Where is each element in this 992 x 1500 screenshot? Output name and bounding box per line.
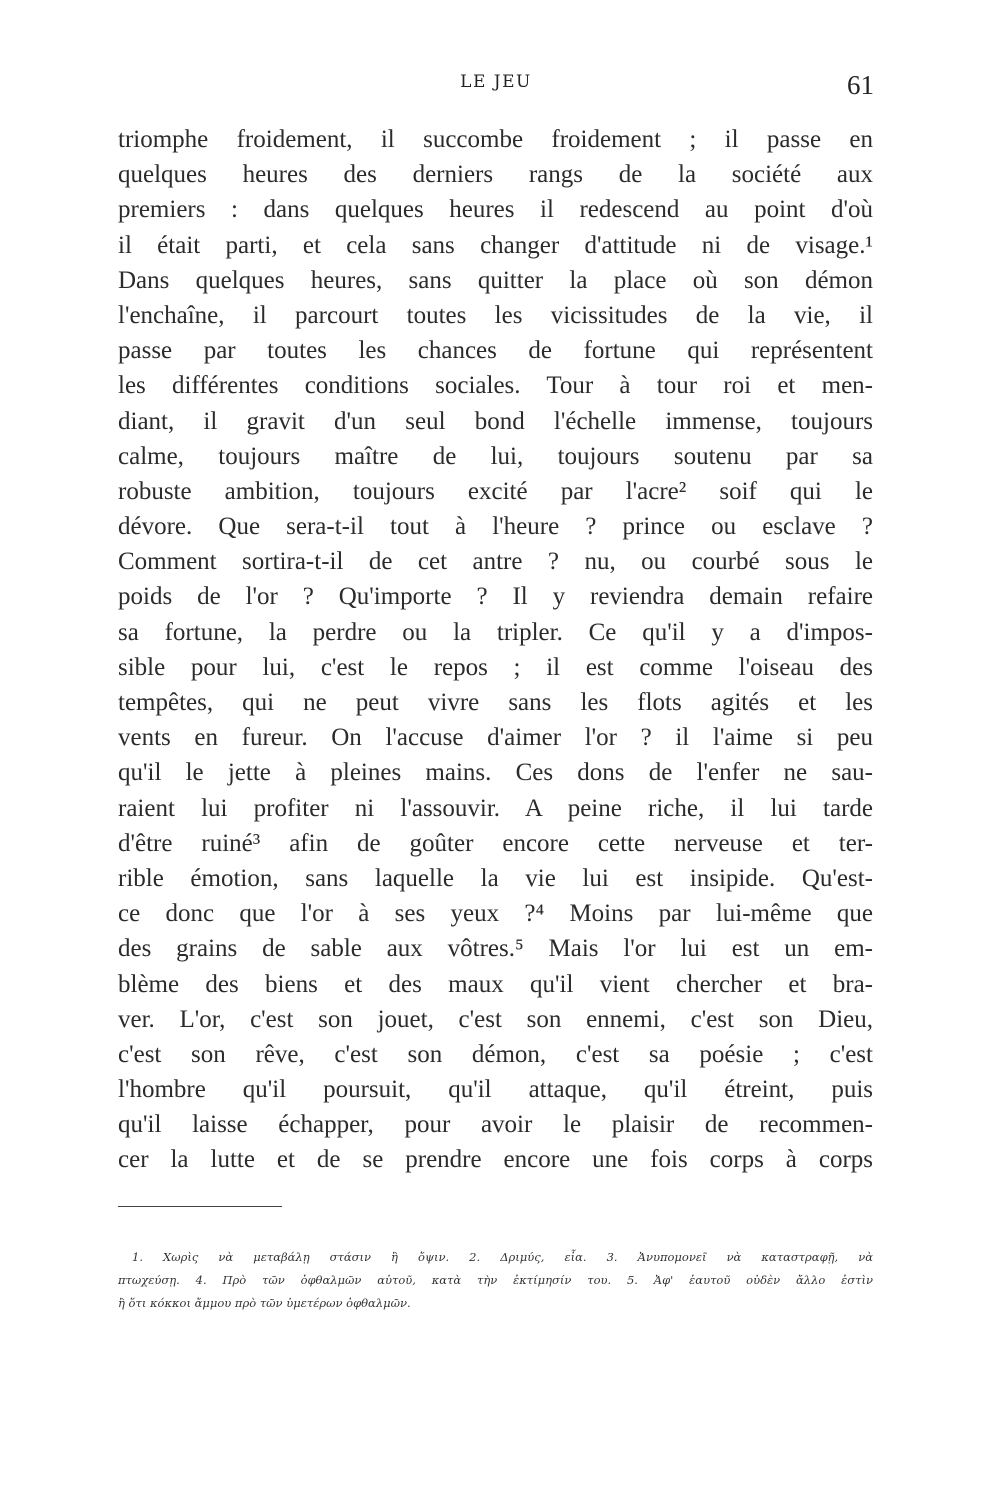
body-line: diant, il gravit d'un seul bond l'échelle immense, toujours bbox=[118, 407, 873, 435]
footnote-line: 1. Χωρὶς νὰ μεταβάλῃ στάσιν ἢ ὄψιν. 2. Δριμύς, εἶα. 3. Ἀνυπομονεῖ νὰ καταστραφῇ, νὰ bbox=[132, 1250, 873, 1264]
footnote-line: πτωχεύσῃ. 4. Πρὸ τῶν ὀφθαλμῶν αὐτοῦ, κατὰ τὴν ἐκτίμησίν του. 5. Ἀφ' ἑαυτοῦ οὐδὲν ἄλλο ἐστὶν bbox=[118, 1273, 873, 1287]
body-line: qu'il le jette à pleines mains. Ces dons de l'enfer ne sau- bbox=[118, 759, 873, 787]
body-line: l'hombre qu'il poursuit, qu'il attaque, qu'il étreint, puis bbox=[118, 1076, 873, 1104]
body-text bbox=[118, 122, 873, 1178]
body-line: d'être ruiné³ afin de goûter encore cette nerveuse et ter- bbox=[118, 829, 873, 857]
body-line: Comment sortira-t-il de cet antre ? nu, ou courbé sous le bbox=[118, 548, 873, 576]
body-line: les différentes conditions sociales. Tour à tour roi et men- bbox=[118, 372, 873, 400]
body-line: des grains de sable aux vôtres.⁵ Mais l'or lui est un em- bbox=[118, 935, 873, 963]
footnotes bbox=[118, 1246, 873, 1315]
body-line: sible pour lui, c'est le repos ; il est comme l'oiseau des bbox=[118, 653, 873, 681]
body-line: poids de l'or ? Qu'importe ? Il y reviendra demain refaire bbox=[118, 583, 873, 611]
body-line: ver. L'or, c'est son jouet, c'est son ennemi, c'est son Dieu, bbox=[118, 1005, 873, 1033]
body-line: passe par toutes les chances de fortune qui représentent bbox=[118, 337, 873, 365]
body-line: cer la lutte et de se prendre encore une fois corps à corps bbox=[118, 1146, 873, 1174]
body-line: rible émotion, sans laquelle la vie lui est insipide. Qu'est- bbox=[118, 864, 873, 892]
footnote-divider bbox=[118, 1206, 282, 1207]
body-line: robuste ambition, toujours excité par l'acre² soif qui le bbox=[118, 477, 873, 505]
body-line: il était parti, et cela sans changer d'attitude ni de visage.¹ bbox=[118, 231, 873, 259]
body-line: l'enchaîne, il parcourt toutes les vicissitudes de la vie, il bbox=[118, 301, 873, 329]
body-line: tempêtes, qui ne peut vivre sans les flots agités et les bbox=[118, 689, 873, 716]
body-line: c'est son rêve, c'est son démon, c'est sa poésie ; c'est bbox=[118, 1040, 873, 1068]
body-line: ce donc que l'or à ses yeux ?⁴ Moins par lui-même que bbox=[118, 900, 873, 928]
body-line: sa fortune, la perdre ou la tripler. Ce qu'il y a d'impos- bbox=[118, 618, 873, 646]
page-number: 61 bbox=[847, 70, 874, 100]
footnote-line: ἢ ὅτι κόκκοι ἄμμου πρὸ τῶν ὑμετέρων ὀφθαλμῶν. bbox=[118, 1296, 411, 1310]
body-line: premiers : dans quelques heures il redescend au point d'où bbox=[118, 196, 873, 224]
body-line: quelques heures des derniers rangs de la société aux bbox=[118, 161, 873, 189]
body-line: qu'il laisse échapper, pour avoir le plaisir de recommen- bbox=[118, 1111, 873, 1139]
body-line: triomphe froidement, il succombe froidement ; il passe en bbox=[118, 126, 873, 153]
body-line: vents en fureur. On l'accuse d'aimer l'or ? il l'aime si peu bbox=[118, 724, 873, 752]
body-line: dévore. Que sera-t-il tout à l'heure ? prince ou esclave ? bbox=[118, 513, 873, 541]
body-line: blème des biens et des maux qu'il vient chercher et bra- bbox=[118, 970, 873, 998]
body-line: calme, toujours maître de lui, toujours soutenu par sa bbox=[118, 442, 873, 470]
running-title: LE JEU bbox=[460, 72, 532, 92]
body-line: Dans quelques heures, sans quitter la place où son démon bbox=[118, 266, 873, 294]
body-line: raient lui profiter ni l'assouvir. A peine riche, il lui tarde bbox=[118, 794, 873, 822]
